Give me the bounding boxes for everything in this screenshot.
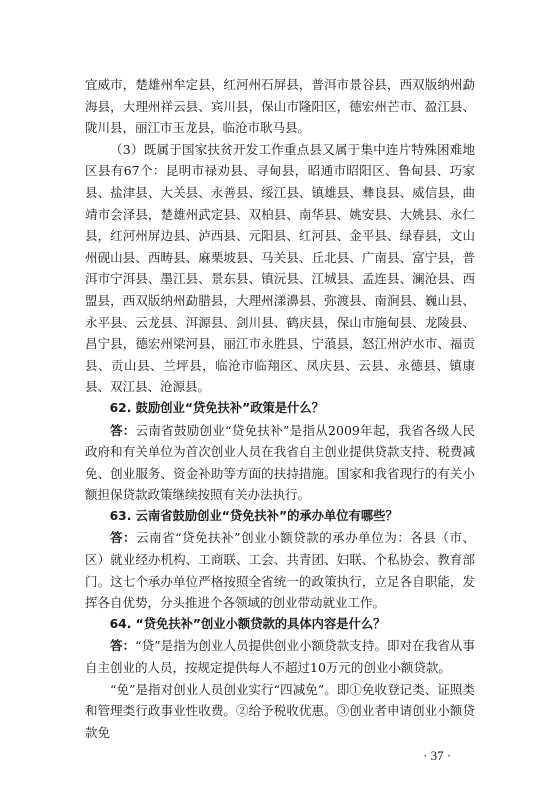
paragraph-county-list-continued: 宜威市，楚雄州牟定县，红河州石屏县，普洱市景谷县，西双版纳州勐海县，大理州祥云县、宾川县，保山市隆阳区，德宏州芒市、盈江县、陇川县，丽江市玉龙县，临沧市耿马县。 xyxy=(85,77,475,136)
answer-63 xyxy=(85,527,475,613)
page-content xyxy=(85,74,475,743)
question-62: 62. 鼓励创业“贷免扶补”政策是什么？ xyxy=(109,400,324,415)
paragraph-poverty-counties: （3）既属于国家扶贫开发工作重点县又属于集中连片特殊困难地区县有67个：昆明市禄劝县、寻甸县，昭通市昭阳区、鲁甸县、巧家县、盐津县、大关县、永善县、绥江县、镇雄县、彝良县、威信县，曲靖市会泽县，楚雄州武定县、双柏县、南华县、姚安县、大姚县、永仁县，红河州屏边县、泸西县、元阳县、红河县、金平县、绿春县，文山州砚山县、西畴县、麻栗坡县、马关县、丘北县、广南县、富宁县，普洱市宁洱县、墨江县、景东县、镇沅县、江城县、孟连县、澜沧县、西盟县，西双版纳州勐腊县，大理州漾濞县、弥渡县、南涧县、巍山县、永平县、云龙县、洱源县、剑川县、鹤庆县，保山市施甸县、龙陵县、昌宁县，德宏州梁河县，丽江市永胜县、宁蒗县，怒江州泸水市、福贡县、贡山县、兰坪县，临沧市临翔区、凤庆县、云县、永德县、镇康县、双江县、沧源县。 xyxy=(85,141,475,395)
answer-label: 答： xyxy=(110,422,136,438)
page-number: · 37 · xyxy=(423,748,452,763)
question-64: 64. “贷免扶补”创业小额贷款的具体内容是什么？ xyxy=(109,616,386,631)
answer-text: “贷”是指为创业人员提供创业小额贷款支持。即对在我省从事自主创业的人员，按规定提供每人不超过10万元的创业小额贷款。 xyxy=(85,638,475,676)
answer-label: 答： xyxy=(110,638,136,654)
answer-text: 云南省鼓励创业“贷免扶补”是指从2009年起，我省各级人民政府和有关单位为首次创业人员在我省自主创业提供贷款支持、税费减免、创业服务、资金补助等方面的扶持措施。国家和我省现行的有关小额担保贷款政策继续按照有关办法执行。 xyxy=(85,422,475,503)
question-63: 63. 云南省鼓励创业“贷免扶补”的承办单位有哪些？ xyxy=(109,508,398,523)
answer-62 xyxy=(85,420,475,506)
answer-text: 云南省“贷免扶补”创业小额贷款的承办单位为：各县（市、区）就业经办机构、工商联、工会、共青团、妇联、个私协会、教育部门。这七个承办单位严格按照全省统一的政策执行，立足各自职能，发挥各自优势，分头推进个各领域的创业带动就业工作。 xyxy=(85,530,475,611)
paragraph-mian-explanation: “免”是指对创业人员创业实行“四减免”。即①免收登记类、证照类和管理类行政事业性收费。②给予税收优惠。③创业者申请创业小额贷款免 xyxy=(85,681,475,740)
answer-label: 答： xyxy=(110,530,137,546)
answer-64 xyxy=(85,635,475,678)
